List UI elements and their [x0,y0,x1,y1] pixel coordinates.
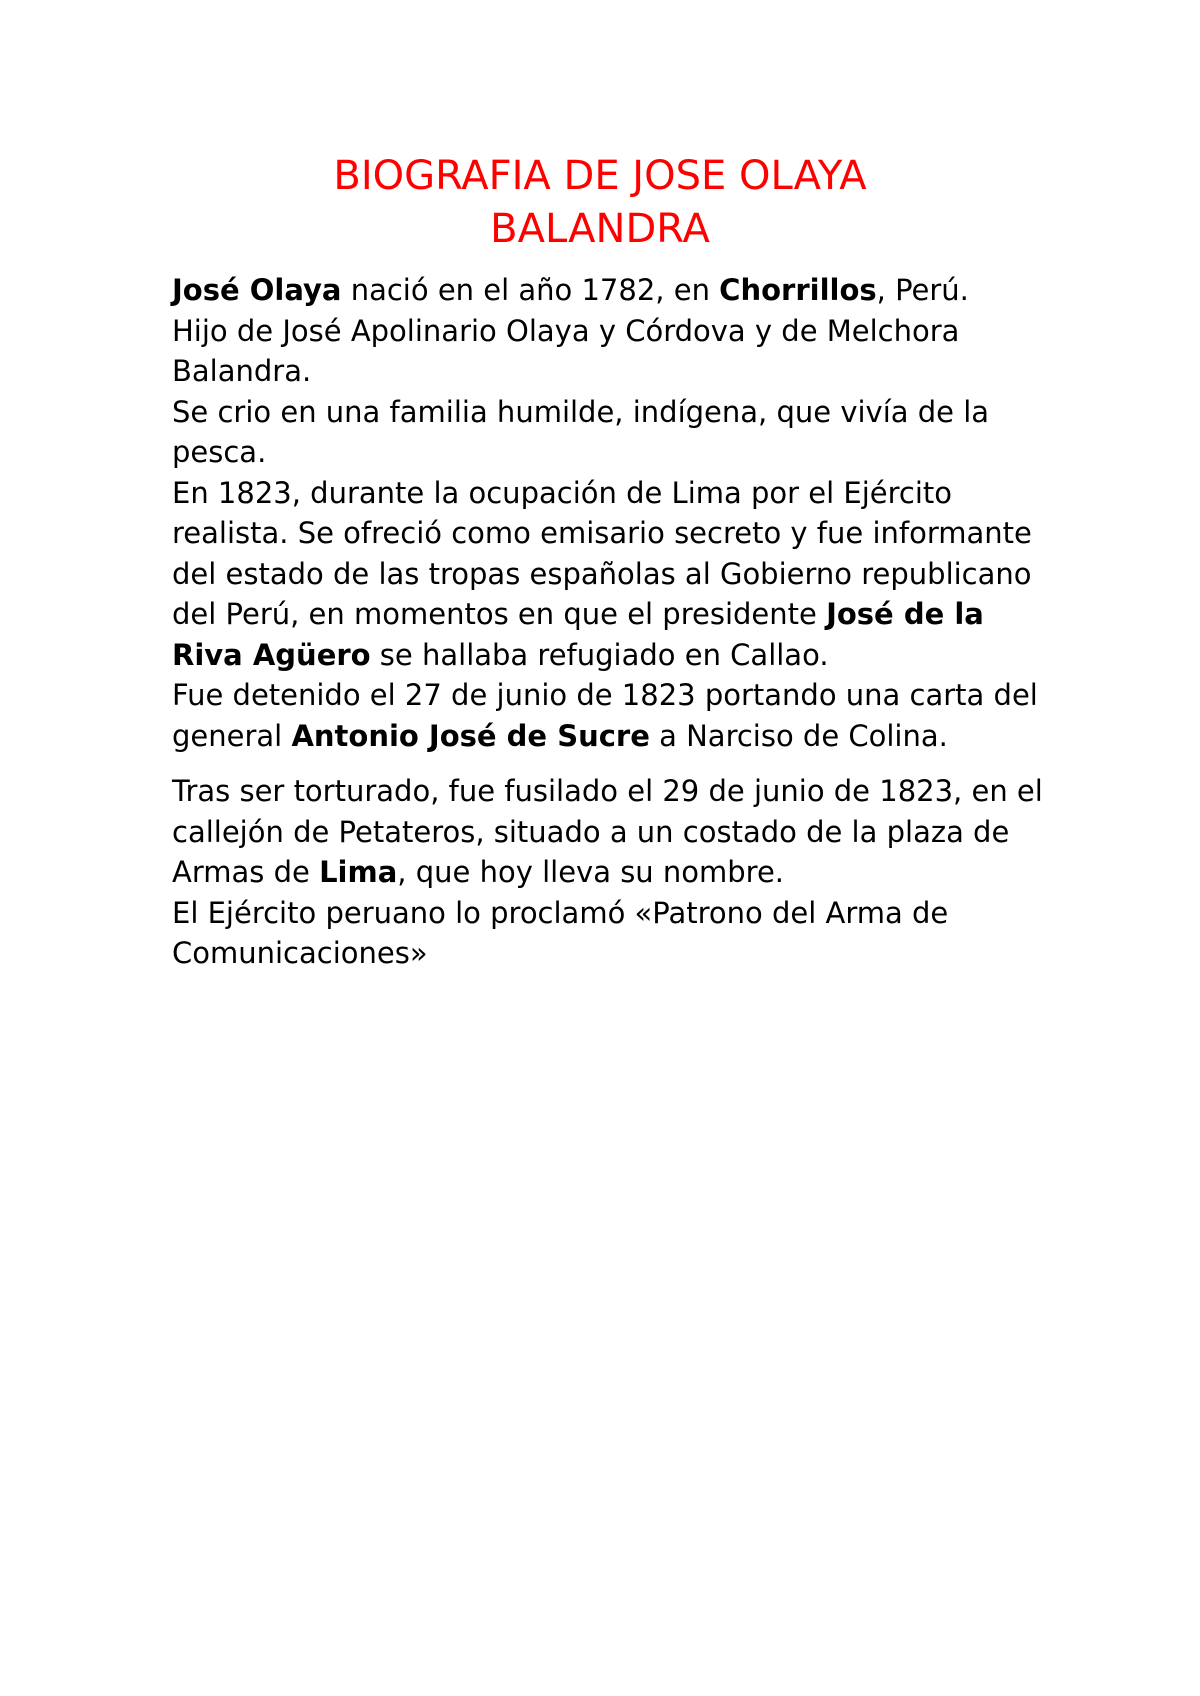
text-span: Tras ser torturado, fue fusilado el 29 de junio de 1823, en el callejón de Petateros, situado a un costado de la plaza de Armas de [172,774,1043,889]
paragraph-1 [172,270,1052,756]
document-title [170,150,1030,256]
text-span: , Perú. [876,273,969,307]
place-lima: Lima [319,855,398,889]
sentence-emissary [172,473,1052,676]
text-span: Fue detenido el 27 de junio de 1823 portando una carta del general [172,678,1038,753]
sentence-execution [172,771,1052,893]
title-line-2: BALANDRA [490,206,710,252]
name-riva-aguero: José de la Riva Agüero [172,597,984,672]
text-span: , que hoy lleva su nombre. [397,855,785,889]
title-line-1: BIOGRAFIA DE JOSE OLAYA [333,153,867,199]
sentence-family: Se crio en una familia humilde, indígena, que vivía de la pesca. [172,394,990,469]
sentence-birth [172,270,1052,311]
text-span: nació en el año 1782, en [341,273,720,307]
sentence-patron: El Ejército peruano lo proclamó «Patrono del Arma de Comunicaciones» [172,895,949,970]
text-span: se hallaba refugiado en Callao. [370,637,829,672]
sentence-parents: Hijo de José Apolinario Olaya y Córdova y de Melchora Balandra. [172,313,960,388]
name-jose-olaya: José Olaya [172,273,342,307]
text-span: En 1823, durante la ocupación de Lima por el Ejército realista. Se ofreció como emisario secreto y fue informante del estado de las tropas españolas al Gobierno republicano del Perú, en momentos en que el presidente [172,475,1032,631]
text-span: a Narciso de Colina. [649,718,948,753]
paragraph-2 [172,771,1052,974]
place-chorrillos: Chorrillos [719,273,877,307]
sentence-detained [172,675,1052,756]
name-sucre: Antonio José de Sucre [291,718,650,753]
document-body [172,270,1052,974]
